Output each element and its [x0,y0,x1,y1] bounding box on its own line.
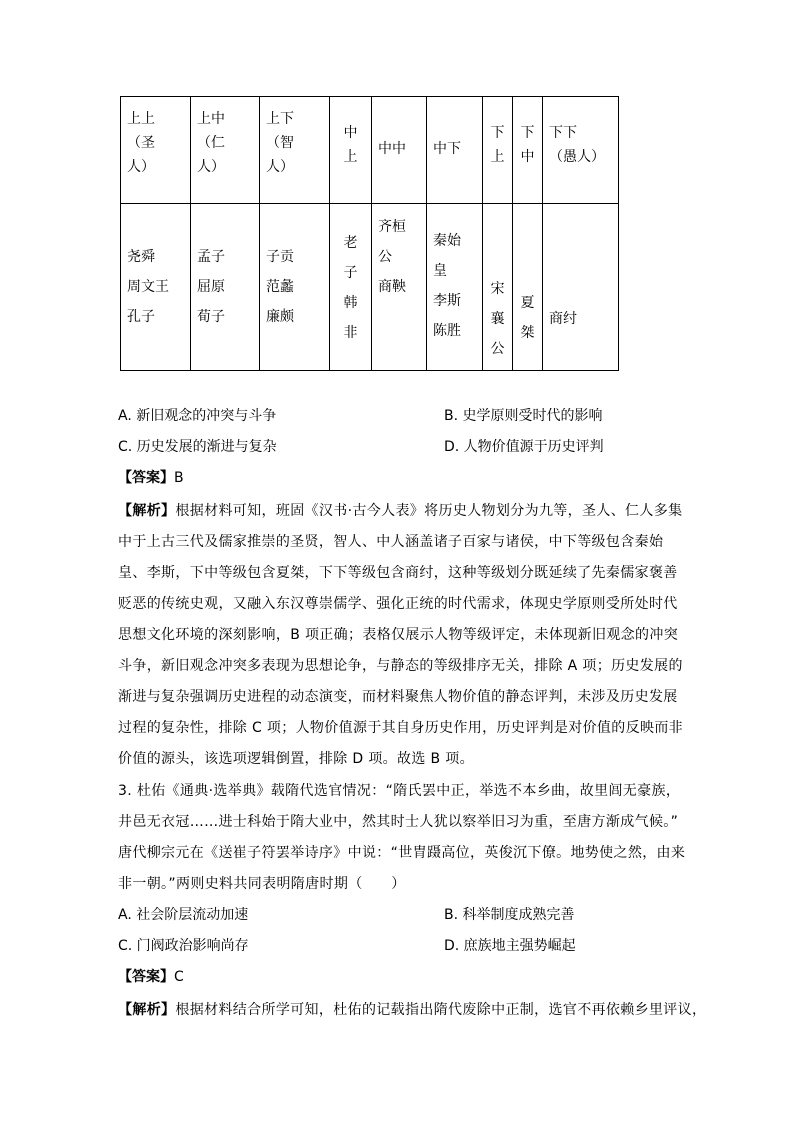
table-cell: 老 子 韩 非 [330,204,372,371]
q3-option-b: B. 科举制度成熟完善 [444,907,575,923]
header-cell: 下 上 [483,97,513,204]
answer-value: C [174,969,184,985]
table-cell: 尧舜 周文王 孔子 [121,204,191,371]
q2-option-a: A. 新旧观念的冲突与斗争 [118,408,277,424]
header-cell: 上下 （智 人） [260,97,330,204]
q3-stem-line: 3. 杜佑《通典·选举典》载隋代选官情况：“隋氏罢中正，举选不本乡曲，故里闾无豪族， [118,783,681,799]
header-cell: 中中 [372,97,427,204]
q2-analysis-line: 中于上古三代及儒家推崇的圣贤，智人、中人涵盖诸子百家与诸侯，中下等级包含秦始 [118,534,664,550]
header-cell: 下 中 [513,97,543,204]
header-cell: 中下 [427,97,483,204]
table-cell: 商纣 [543,204,619,371]
q2-analysis-line: 价值的源头，该选项逻辑倒置，排除 D 项。故选 B 项。 [118,751,474,767]
q2-analysis-line: 斗争，新旧观念冲突多表现为思想论争，与静态的等级排序无关，排除 A 项；历史发展的 [118,658,683,674]
q3-option-d: D. 庶族地主强势崛起 [444,938,576,954]
q2-option-d: D. 人物价值源于历史评判 [444,439,604,455]
table-cell: 孟子 屈原 荀子 [191,204,260,371]
q2-analysis-line: 皇、李斯，下中等级包含夏桀，下下等级包含商纣，这种等级划分既延续了先秦儒家褒善 [118,565,678,581]
table-cell: 宋 襄 公 [483,204,513,371]
q3-option-c: C. 门阀政治影响尚存 [118,938,249,954]
answer-label: 【答案】 [118,470,174,486]
q2-analysis-line: 贬恶的传统史观，又融入东汉尊崇儒学、强化正统的时代需求，体现史学原则受所处时代 [118,596,678,612]
table-cell: 子贡 范蠡 廉颇 [260,204,330,371]
nine-ranks-table [120,96,619,371]
analysis-label: 【解析】 [118,1002,176,1018]
q2-analysis-line: 渐进与复杂强调历史进程的动态演变，而材料聚焦人物价值的静态评判，未涉及历史发展 [118,689,678,705]
q3-stem-line: 井邑无衣冠……进士科始于隋大业中，然其时士人犹以察举旧习为重，至唐方渐成气候。” [118,814,679,830]
table-header-row [121,97,619,204]
q3-option-a: A. 社会阶层流动加速 [118,907,249,923]
table-row [121,204,619,371]
q2-analysis-line: 过程的复杂性，排除 C 项；人物价值源于其自身历史作用，历史评判是对价值的反映而非 [118,720,684,736]
q3-stem-line: 唐代柳宗元在《送崔子符罢举诗序》中说：“世胄蹑高位，英俊沉下僚。地势使之然，由来 [118,845,686,861]
header-cell: 上上 （圣 人） [121,97,191,204]
q2-analysis-line: 【解析】根据材料可知，班固《汉书·古今人表》将历史人物划分为九等，圣人、仁人多集 [118,503,683,519]
q2-option-b: B. 史学原则受时代的影响 [444,408,603,424]
q2-answer [118,468,184,488]
q2-analysis-line: 思想文化环境的深刻影响，B 项正确；表格仅展示人物等级评定，未体现新旧观念的冲突 [118,627,679,643]
table-cell: 夏 桀 [513,204,543,371]
header-cell: 上中 （仁 人） [191,97,260,204]
answer-label: 【答案】 [118,969,174,985]
q2-option-c: C. 历史发展的渐进与复杂 [118,439,277,455]
q3-stem-line: 非一朝。”两则史料共同表明隋唐时期（ ） [118,876,406,892]
table-cell: 秦始 皇 李斯 陈胜 [427,204,483,371]
q3-answer [118,967,184,987]
answer-value: B [174,470,184,486]
analysis-label: 【解析】 [118,503,176,519]
header-cell: 中 上 [330,97,372,204]
q3-analysis-line: 【解析】根据材料结合所学可知，杜佑的记载指出隋代废除中正制，选官不再依赖乡里评议， [118,1002,707,1018]
header-cell: 下下 （愚人） [543,97,619,204]
table-cell: 齐桓 公 商鞅 [372,204,427,371]
